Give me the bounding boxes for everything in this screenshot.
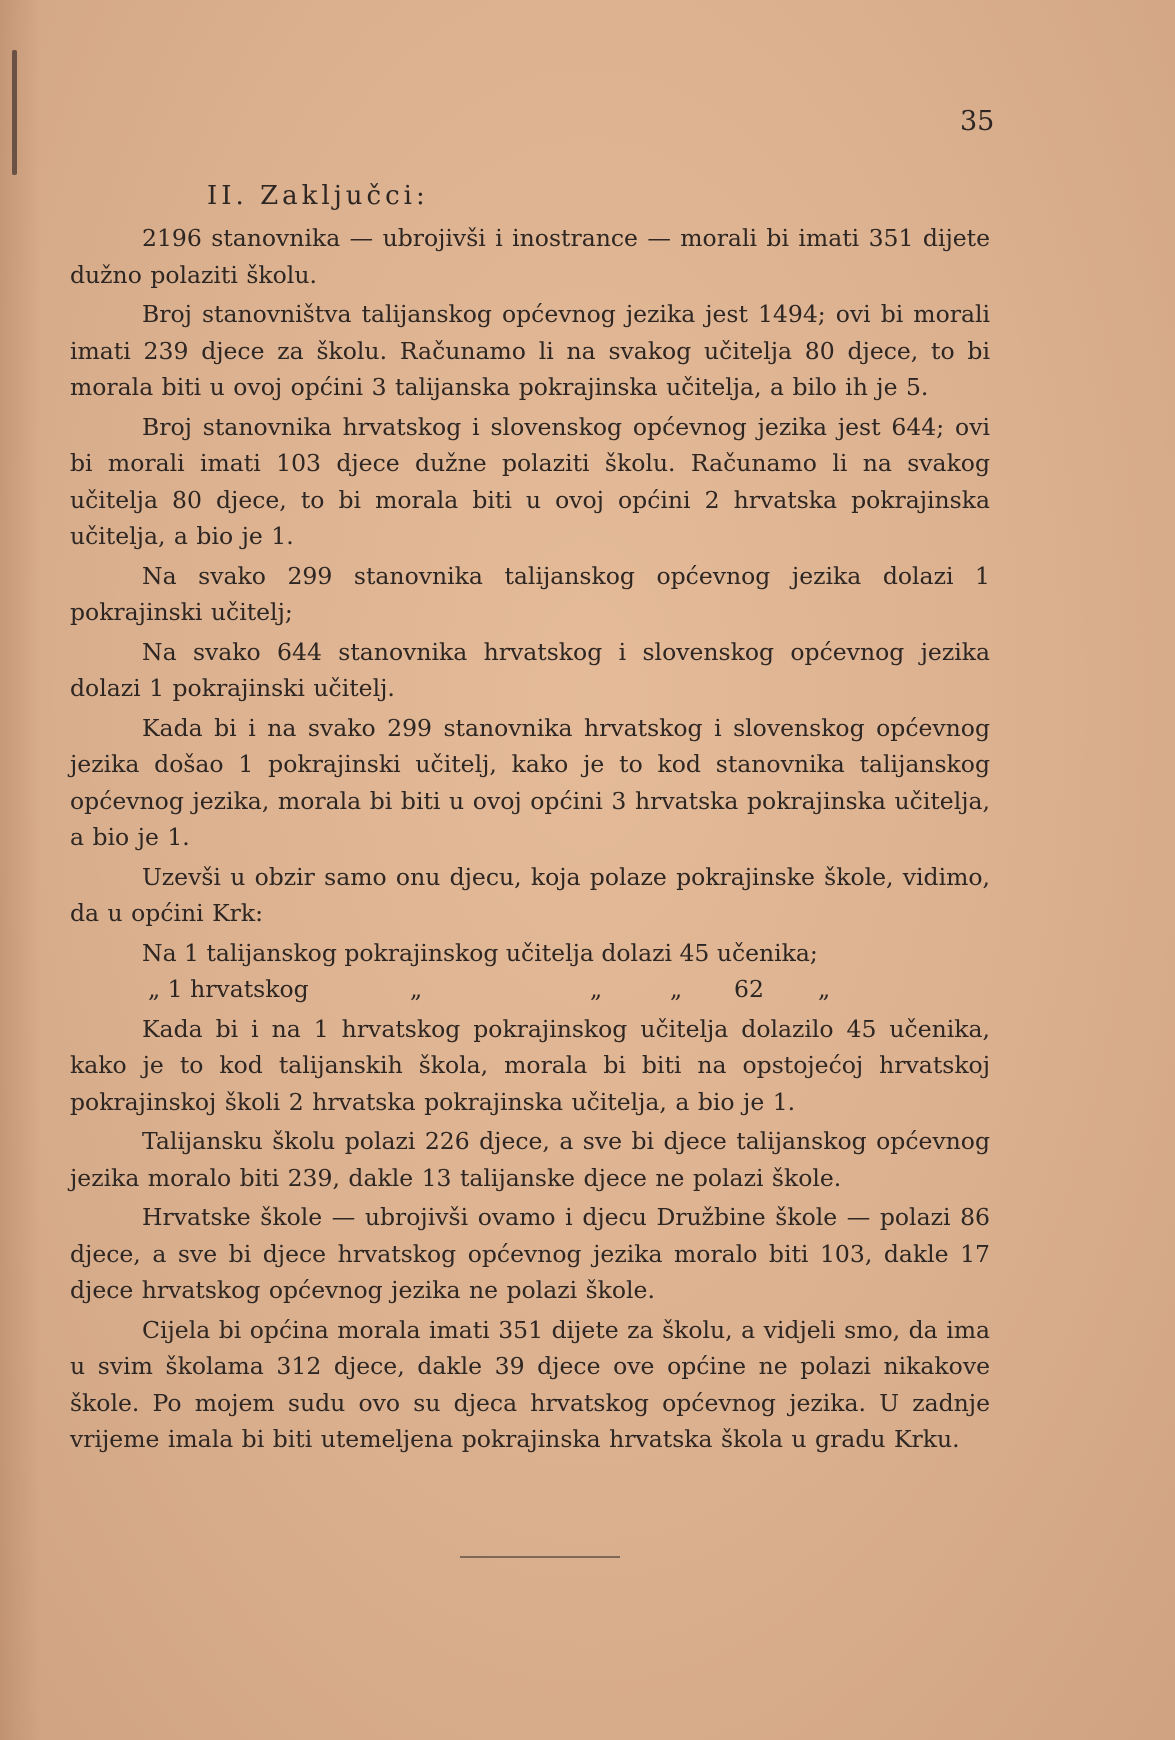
ditto-mark: „ [670,975,683,1003]
paragraph: Kada bi i na svako 299 stanovnika hrvatskog i slovenskog općevnog jezika došao 1 pokrajinski učitelj, kako je to kod stanovnika talijanskog općevnog jezika, morala bi biti u ovoj općini 3 hrvatska pokrajinska učitelja, a bio je 1. [70,713,990,851]
page-number: 35 [960,106,995,137]
body-text [70,220,990,1461]
paragraph: Cijela bi općina morala imati 351 dijete za školu, a vidjeli smo, da ima u svim školama 312 djece, dakle 39 djece ove općine ne polazi nikakove škole. Po mojem sudu ovo su djeca hrvatskog općevnog jezika. U zadnje vrijeme imala bi biti utemeljena pokrajinska hrvatska škola u gradu Krku. [70,1315,990,1453]
list-row-text: Na 1 talijanskog pokrajinskog učitelja dolazi 45 učenika; [142,938,818,967]
paragraph: Uzevši u obzir samo onu djecu, koja polaze pokrajinske škole, vidimo, da u općini Krk: [70,862,990,927]
list-row-col: „ 1 hrvatskog [148,975,309,1003]
paragraph: Broj stanovništva talijanskog općevnog jezika jest 1494; ovi bi morali imati 239 djece za školu. Računamo li na svakog učitelja 80 djece, to bi morala biti u ovoj općini 3 talijanska pokrajinska učitelja, a bilo ih je 5. [70,300,990,401]
list-row [70,935,990,972]
ditto-mark: „ [818,975,831,1003]
list-row-value: 62 [734,975,764,1003]
ditto-mark: „ [410,975,423,1003]
list-row [70,971,990,1008]
ditto-mark: „ [590,975,603,1003]
paragraph: 2196 stanovnika — ubrojivši i inostrance — morali bi imati 351 dijete dužno polaziti školu. [70,224,990,289]
section-heading: II. Zaključci: [207,181,429,211]
paragraph: Hrvatske škole — ubrojivši ovamo i djecu Družbine škole — polazi 86 djece, a sve bi djece hrvatskog općevnog jezika moralo biti 103, dakle 17 djece hrvatskog općevnog jezika ne polazi škole. [70,1203,990,1304]
paragraph: Na svako 299 stanovnika talijanskog općevnog jezika dolazi 1 pokrajinski učitelj; [70,561,990,626]
paragraph: Talijansku školu polazi 226 djece, a sve bi djece talijanskog općevnog jezika moralo biti 239, dakle 13 talijanske djece ne polazi škole. [70,1127,990,1192]
spine-shadow [12,50,17,175]
end-rule [460,1556,620,1558]
paragraph: Broj stanovnika hrvatskog i slovenskog općevnog jezika jest 644; ovi bi morali imati 103 djece dužne polaziti školu. Računamo li na svakog učitelja 80 djece, to bi morala biti u ovoj općini 2 hrvatska pokrajinska učitelja, a bio je 1. [70,412,990,550]
paragraph: Kada bi i na 1 hrvatskog pokrajinskog učitelja dolazilo 45 učenika, kako je to kod talijanskih škola, morala bi biti na opstojećoj hrvatskoj pokrajinskoj školi 2 hrvatska pokrajinska učitelja, a bio je 1. [70,1014,990,1116]
paragraph: Na svako 644 stanovnika hrvatskog i slovenskog općevnog jezika dolazi 1 pokrajinski učitelj. [70,637,990,702]
